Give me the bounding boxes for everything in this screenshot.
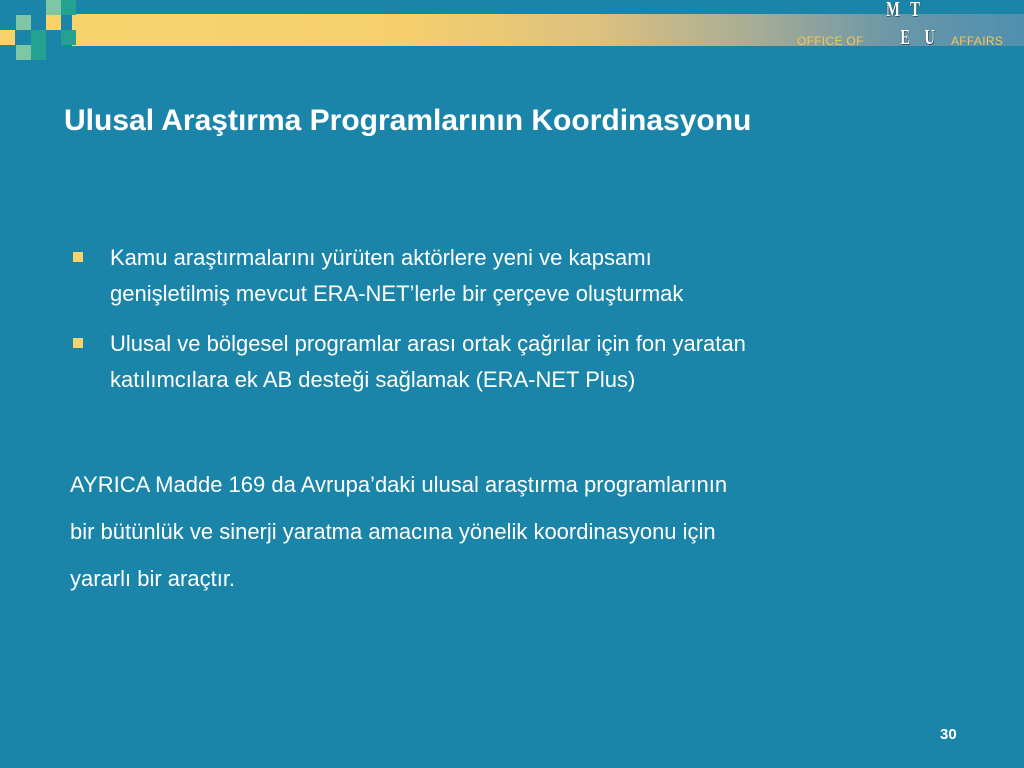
square-bullet-icon	[73, 252, 83, 262]
square-bullet-icon	[73, 338, 83, 348]
bullet-text-line: Ulusal ve bölgesel programlar arası ortak çağrılar için fon yaratan	[110, 331, 746, 356]
paragraph-line: yararlı bir araçtır.	[70, 566, 236, 591]
checker-square	[61, 0, 76, 15]
bullet-list	[71, 240, 971, 412]
bullet-text-line: katılımcılara ek AB desteği sağlamak (ERA-NET Plus)	[110, 367, 636, 392]
checker-square	[31, 30, 46, 45]
logo-office-text: OFFICE OF	[797, 34, 864, 48]
body-paragraph	[70, 461, 970, 602]
paragraph-line: bir bütünlük ve sinerji yaratma amacına yönelik koordinasyonu için	[70, 519, 716, 544]
bullet-item	[71, 326, 971, 398]
logo-letter-m: M	[885, 0, 900, 21]
checker-square	[31, 45, 46, 60]
paragraph-line: AYRICA Madde 169 da Avrupa’daki ulusal araştırma programlarının	[70, 472, 728, 497]
checker-square	[46, 0, 61, 15]
bullet-item	[71, 240, 971, 312]
checker-square	[16, 15, 31, 30]
slide-title: Ulusal Araştırma Programlarının Koordinasyonu	[64, 104, 752, 137]
bullet-text-line: genişletilmiş mevcut ERA-NET’lerle bir çerçeve oluşturmak	[110, 281, 684, 306]
checker-square	[46, 15, 61, 30]
bullet-text-line: Kamu araştırmalarını yürüten aktörlere yeni ve kapsamı	[110, 245, 652, 270]
checker-square	[16, 45, 31, 60]
header-gradient-band	[72, 14, 1024, 46]
logo-letter-t: T	[910, 0, 920, 21]
logo-affairs-text: AFFAIRS	[951, 34, 1004, 48]
checker-square	[61, 30, 76, 45]
logo-letter-u: U	[924, 25, 935, 49]
checker-square	[0, 30, 15, 45]
page-number: 30	[940, 726, 957, 743]
logo-letter-e: E	[900, 25, 910, 49]
